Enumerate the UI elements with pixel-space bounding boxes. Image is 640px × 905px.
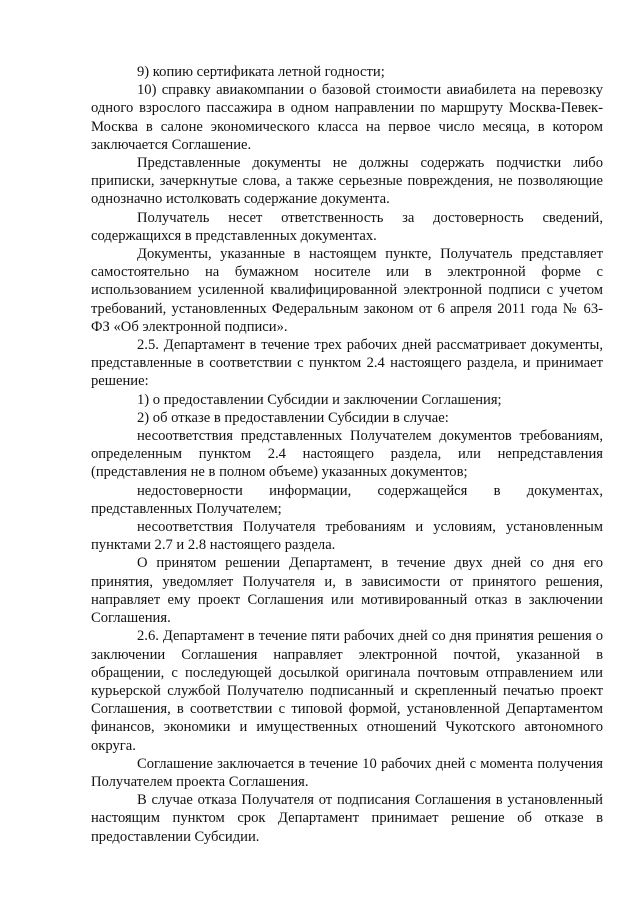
- paragraph-submission: Документы, указанные в настоящем пункте, Получатель представляет самостоятельно на бумажном носителе или в электронной форме с использованием усиленной квалифицированной электронной подписи с учетом требований, установленных Федеральным законом от 6 апреля 2011 года № 63-ФЗ «Об электронной подписи».: [91, 246, 603, 335]
- paragraph-refusal: В случае отказа Получателя от подписания Соглашения в установленный настоящим пунктом срок Департамент принимает решение об отказе в предоставлении Субсидии.: [91, 792, 603, 845]
- paragraph-reason-inaccuracy: недостоверности информации, содержащейся в документах, представленных Получателем;: [91, 482, 603, 517]
- paragraph-item-10: 10) справку авиакомпании о базовой стоимости авиабилета на перевозку одного взрослого пассажира в одном направлении по маршруту Москва-Певек-Москва в салоне экономического класса на первое число месяца, в котором заключается Соглашение.: [91, 82, 603, 153]
- paragraph-decision-2: 2) об отказе в предоставлении Субсидии в случае:: [137, 409, 449, 426]
- paragraph-requirements: Представленные документы не должны содержать подчистки либо приписки, зачеркнутые слова, а также серьезные повреждения, не позволяющие однозначно истолковать содержание документа.: [91, 155, 603, 208]
- paragraph-agreement-term: Соглашение заключается в течение 10 рабочих дней с момента получения Получателем проекта Соглашения.: [91, 755, 603, 790]
- paragraph-responsibility: Получатель несет ответственность за достоверность сведений, содержащихся в представленных документах.: [91, 209, 603, 244]
- paragraph-decision-1: 1) о предоставлении Субсидии и заключении Соглашения;: [137, 391, 502, 408]
- paragraph-item-9: 9) копию сертификата летной годности;: [137, 64, 385, 80]
- document-body: [91, 63, 603, 846]
- paragraph-reason-nonconformity: несоответствия представленных Получателем документов требованиям, определенным пунктом 2.4 настоящего раздела, или непредставления (представления не в полном объеме) указанных документов;: [91, 428, 603, 481]
- paragraph-reason-requirements: несоответствия Получателя требованиям и условиям, установленным пунктами 2.7 и 2.8 настоящего раздела.: [91, 519, 603, 554]
- paragraph-section-2-6: 2.6. Департамент в течение пяти рабочих дней со дня принятия решения о заключении Соглашения направляет электронной почтой, указанной в обращении, с последующей досылкой оригинала почтовым отправлением или курьерской службой Получателю подписанный и скрепленный печатью проект Соглашения, в соответствии с типовой формой, установленной Департаментом финансов, экономики и имущественных отношений Чукотского автономного округа.: [91, 628, 603, 754]
- paragraph-section-2-5: 2.5. Департамент в течение трех рабочих дней рассматривает документы, представленные в соответствии с пунктом 2.4 настоящего раздела, и принимает решение:: [91, 337, 603, 390]
- paragraph-notification: О принятом решении Департамент, в течение двух дней со дня его принятия, уведомляет Получателя и, в зависимости от принятого решения, направляет ему проект Соглашения или мотивированный отказ в заключении Соглашения.: [91, 555, 603, 627]
